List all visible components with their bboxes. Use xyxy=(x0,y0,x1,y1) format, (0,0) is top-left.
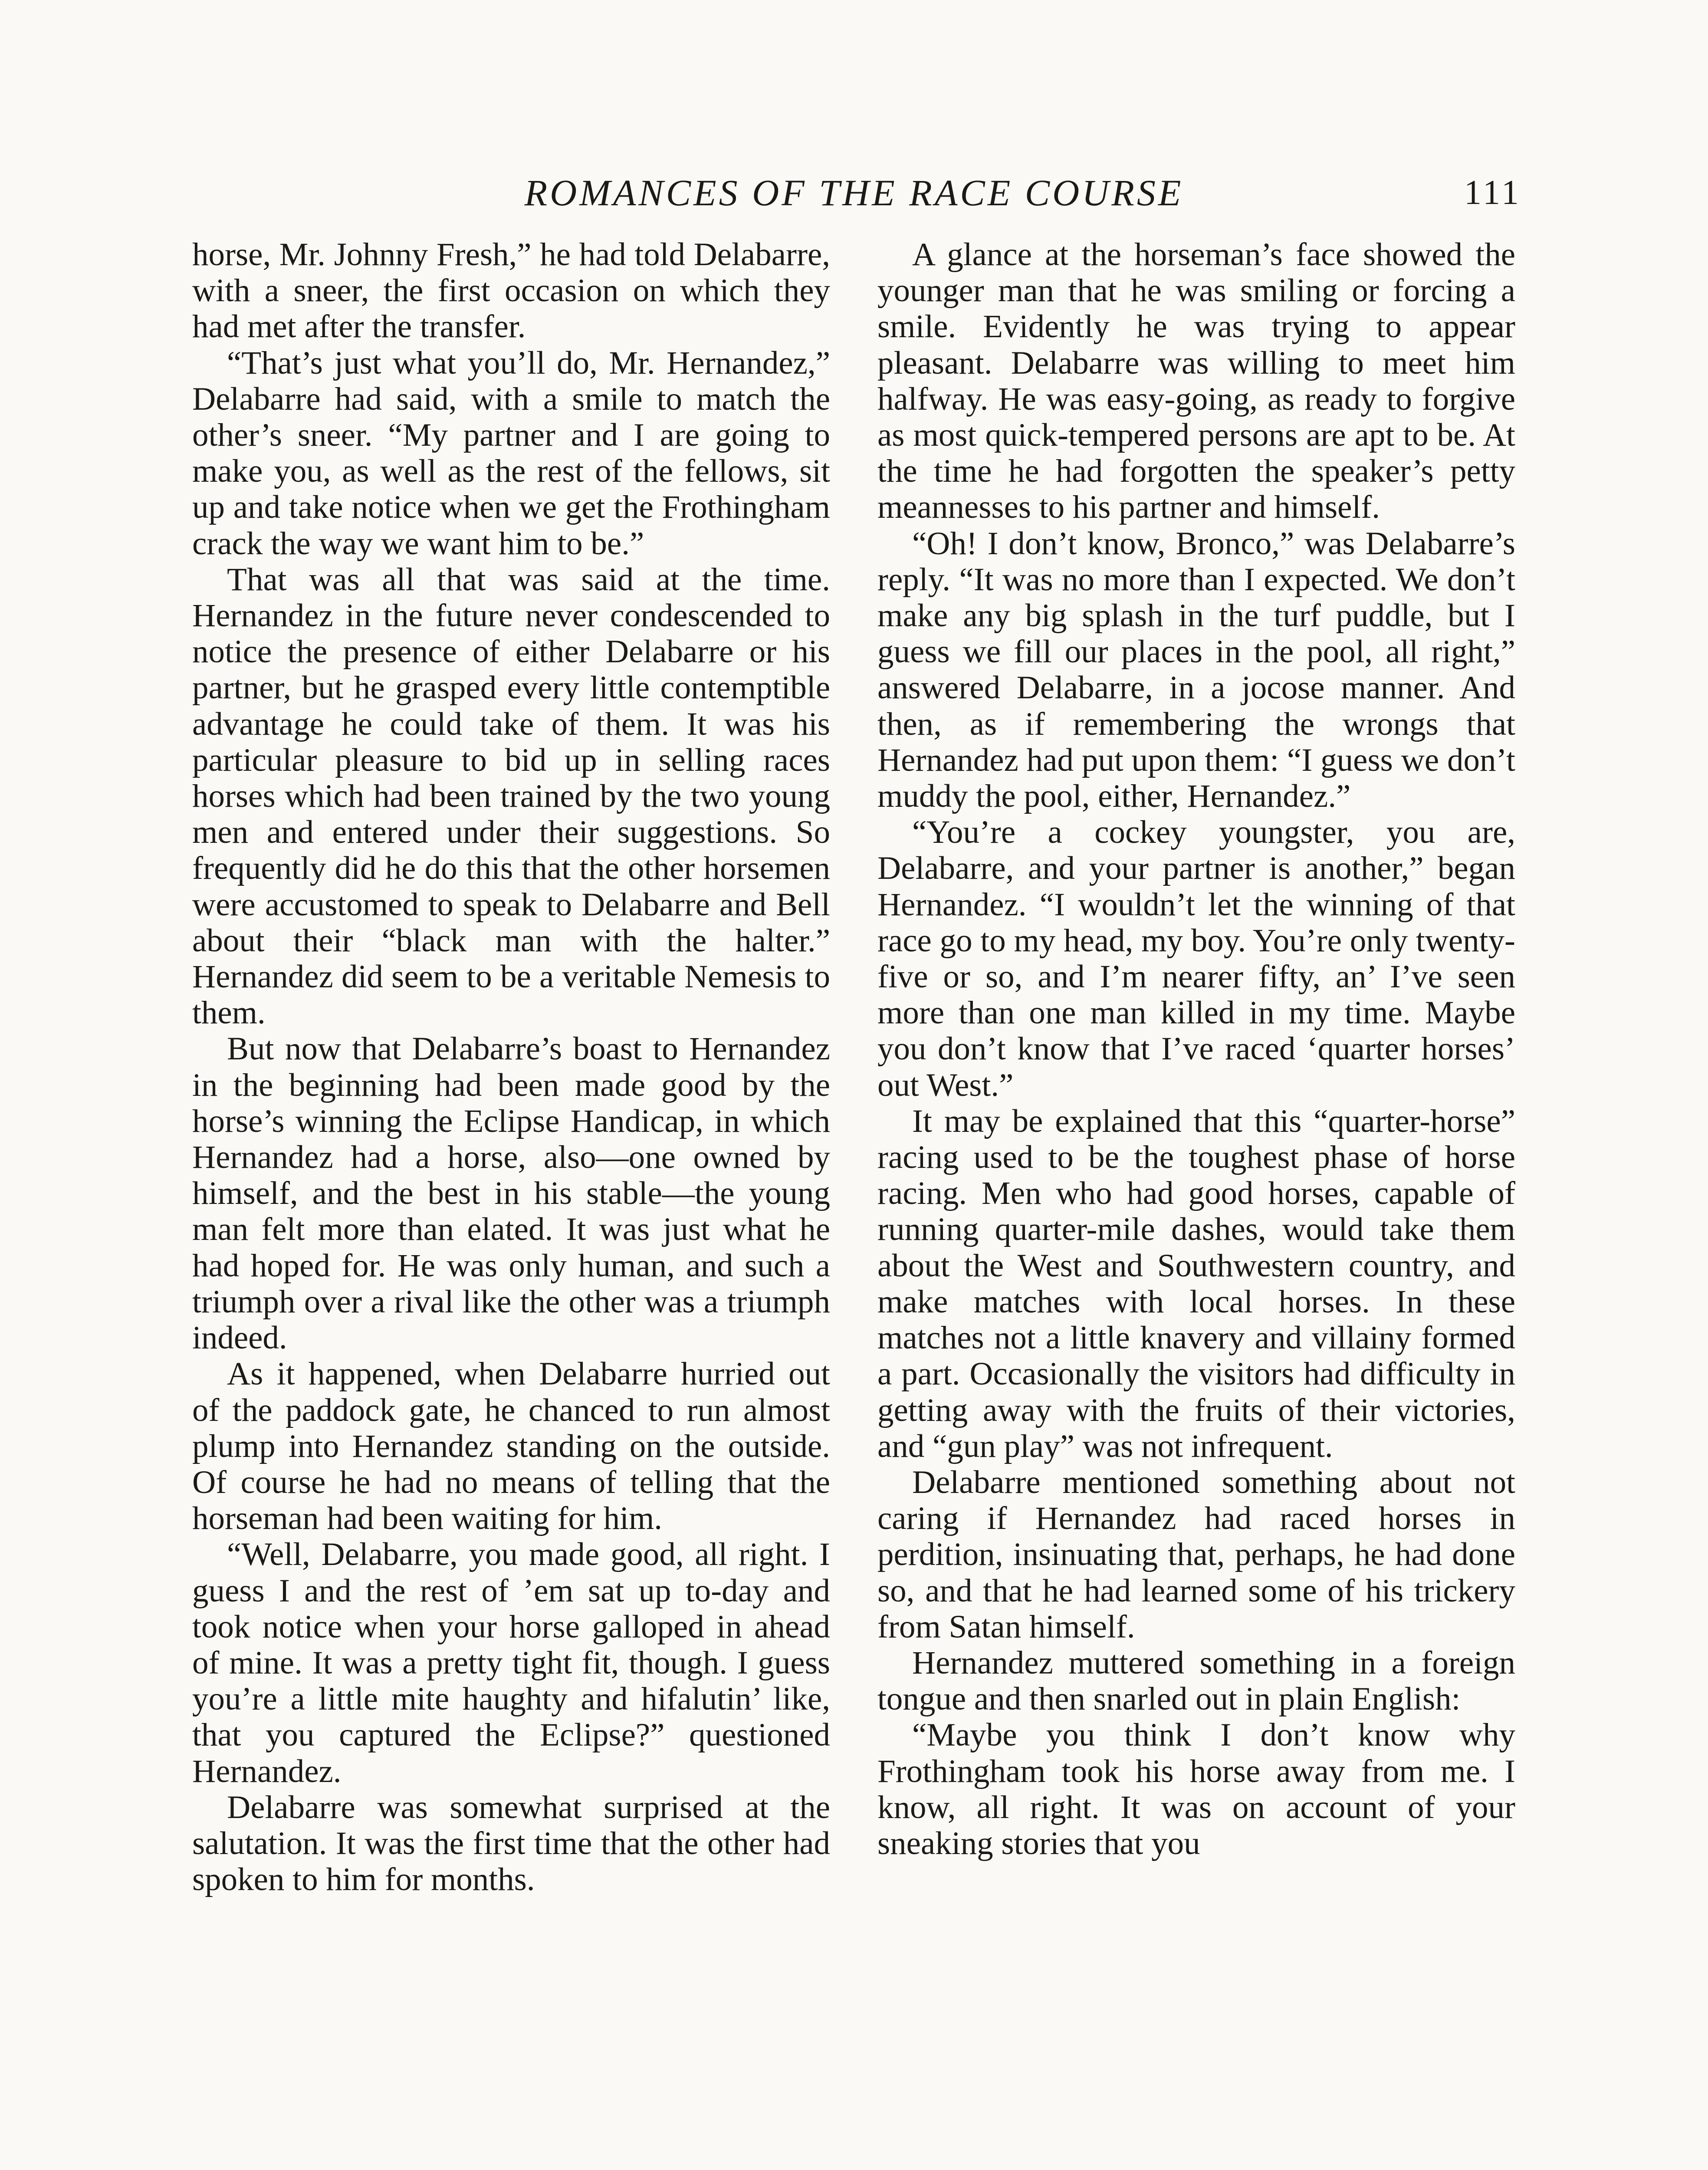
paragraph: horse, Mr. Johnny Fresh,” he had told Delabarre, with a sneer, the first occasion on which they had met after the transfer. xyxy=(192,237,830,345)
paragraph: Hernandez muttered something in a foreign tongue and then snarled out in plain English: xyxy=(877,1644,1515,1717)
paragraph: As it happened, when Delabarre hurried out of the paddock gate, he chanced to run almost plump into Hernandez standing on the outside. Of course he had no means of telling that the horseman had been waiting for him. xyxy=(192,1356,830,1537)
right-column xyxy=(877,237,1515,1861)
paragraph: It may be explained that this “quarter-horse” racing used to be the toughest phase of horse racing. Men who had good horses, capable of running quarter-mile dashes, would take them about the West and Southwestern country, and make matches with local horses. In these matches not a little knavery and villainy formed a part. Occasionally the visitors had difficulty in getting away with the fruits of their victories, and “gun play” was not infrequent. xyxy=(877,1103,1515,1464)
page-number: 111 xyxy=(1464,174,1521,212)
paragraph: “You’re a cockey youngster, you are, Delabarre, and your partner is another,” began Hernandez. “I wouldn’t let the winning of that race go to my head, my boy. You’re only twenty-five or so, and I’m nearer fifty, an’ I’ve seen more than one man killed in my time. Maybe you don’t know that I’ve raced ‘quarter horses’ out West.” xyxy=(877,814,1515,1103)
running-title: ROMANCES OF THE RACE COURSE xyxy=(524,172,1184,214)
paragraph: A glance at the horseman’s face showed the younger man that he was smiling or forcing a smile. Evidently he was trying to appear pleasant. Delabarre was willing to meet him halfway. He was easy-going, as ready to forgive as most quick-tempered persons are apt to be. At the time he had forgotten the speaker’s petty meannesses to his partner and himself. xyxy=(877,237,1515,526)
paragraph: “Well, Delabarre, you made good, all right. I guess I and the rest of ’em sat up to-day and took notice when your horse galloped in ahead of mine. It was a pretty tight fit, though. I guess you’re a little mite haughty and hifalutin’ like, that you captured the Eclipse?” questioned Hernandez. xyxy=(192,1536,830,1789)
paragraph: Delabarre was somewhat surprised at the salutation. It was the first time that the other had spoken to him for months. xyxy=(192,1789,830,1898)
paragraph: “Maybe you think I don’t know why Frothingham took his horse away from me. I know, all right. It was on account of your sneaking stories that you xyxy=(877,1717,1515,1861)
paragraph: “Oh! I don’t know, Bronco,” was Delabarre’s reply. “It was no more than I expected. We don’t make any big splash in the turf puddle, but I guess we fill our places in the pool, all right,” answered Delabarre, in a jocose manner. And then, as if remembering the wrongs that Hernandez had put upon them: “I guess we don’t muddy the pool, either, Hernandez.” xyxy=(877,525,1515,815)
paragraph: But now that Delabarre’s boast to Hernandez in the beginning had been made good by the horse’s winning the Eclipse Handicap, in which Hernandez had a horse, also—one owned by himself, and the best in his stable—the young man felt more than elated. It was just what he had hoped for. He was only human, and such a triumph over a rival like the other was a triumph indeed. xyxy=(192,1031,830,1356)
left-column xyxy=(192,237,830,1897)
page-header xyxy=(0,167,1708,219)
paragraph: “That’s just what you’ll do, Mr. Hernandez,” Delabarre had said, with a smile to match the other’s sneer. “My partner and I are going to make you, as well as the rest of the fellows, sit up and take notice when we get the Frothingham crack the way we want him to be.” xyxy=(192,345,830,562)
paragraph: Delabarre mentioned something about not caring if Hernandez had raced horses in perdition, insinuating that, perhaps, he had done so, and that he had learned some of his trickery from Satan himself. xyxy=(877,1464,1515,1645)
paragraph: That was all that was said at the time. Hernandez in the future never condescended to notice the presence of either Delabarre or his partner, but he grasped every little contemptible advantage he could take of them. It was his particular pleasure to bid up in selling races horses which had been trained by the two young men and entered under their suggestions. So frequently did he do this that the other horsemen were accustomed to speak to Delabarre and Bell about their “black man with the halter.” Hernandez did seem to be a veritable Nemesis to them. xyxy=(192,561,830,1031)
